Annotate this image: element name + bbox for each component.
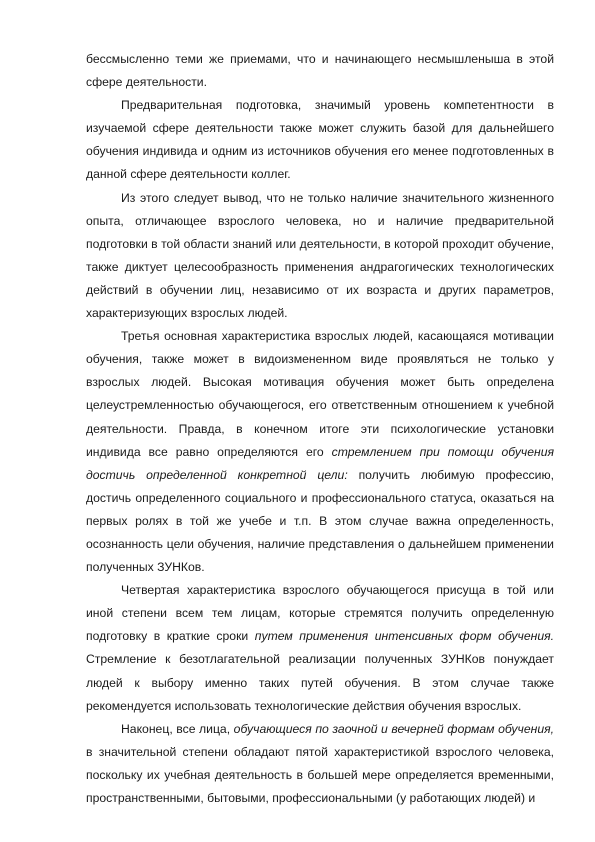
- document-page: [86, 48, 554, 810]
- body-text: в значительной степени обладают пятой характеристикой взрослого человека, поскольку их учебная деятельность в большей мере определяется временными, пространственными, бытовыми, профессиональными (у работающих людей) и: [86, 744, 554, 805]
- emphasis-text: путем применения интенсивных форм обучения.: [254, 629, 554, 644]
- body-text: Третья основная характеристика взрослых людей, касающаяся мотивации обучения, также может в видоизмененном виде проявляться не только у взрослых людей. Высокая мотивация обучения может быть определена целеустремленностью обучающегося, его ответственным отношением к учебной деятельности. Правда, в конечном итоге эти психологические установки индивида все равно определяются его: [86, 329, 554, 459]
- body-text: получить любимую профессию, достичь определенного социального и профессионального статуса, оказаться на первых ролях в той же учебе и т.п. В этом случае важна определенность, осознанность цели обучения, наличие представления о дальнейшем применении полученных ЗУНКов.: [86, 467, 554, 575]
- paragraph-6: [86, 718, 554, 810]
- paragraph-5: [86, 579, 554, 718]
- emphasis-text: стремлением при помощи обучения достичь определенной конкретной цели:: [86, 444, 554, 482]
- body-text: бессмысленно теми же приемами, что и начинающего несмышленыша в этой сфере деятельности.: [86, 52, 554, 90]
- body-text: Стремление к безотлагательной реализации полученных ЗУНКов понуждает людей к выбору именно таких путей обучения. В этом случае также рекомендуется использовать технологические действия обучения взрослых.: [86, 652, 554, 713]
- body-text: Из этого следует вывод, что не только наличие значительного жизненного опыта, отличающее взрослого человека, но и наличие предварительной подготовки в той области знаний или деятельности, в которой проходит обучение, также диктует целесообразность применения андрагогических технологических действий в обучении лиц, независимо от их возраста и других параметров, характеризующих взрослых людей.: [86, 190, 554, 321]
- emphasis-text: обучающиеся по заочной и вечерней формам обучения,: [233, 721, 554, 736]
- body-text: Предварительная подготовка, значимый уровень компетентности в изучаемой сфере деятельности также может служить базой для дальнейшего обучения индивида и одним из источников обучения его менее подготовленных в данной сфере деятельности коллег.: [86, 98, 554, 182]
- body-text: Четвертая характеристика взрослого обучающегося присуща в той или иной степени всем тем лицам, которые стремятся получить определенную подготовку в краткие сроки: [86, 583, 554, 644]
- paragraph-4: [86, 325, 554, 579]
- body-text: Наконец, все лица,: [121, 721, 234, 736]
- paragraph-3: [86, 187, 554, 326]
- paragraph-1: [86, 48, 554, 94]
- paragraph-2: [86, 94, 554, 186]
